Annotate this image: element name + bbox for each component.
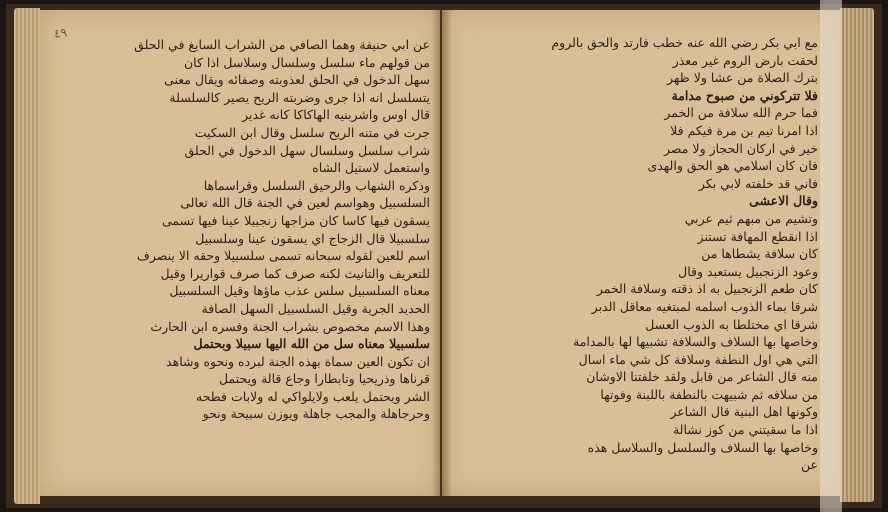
manuscript-line: السلسبيل وهواسم لعين في الجنة قال الله تعالى — [180, 195, 430, 211]
manuscript-line: معناه السلسبيل سلس عذب ماؤها وقيل السلسبيل — [169, 283, 430, 299]
manuscript-line: لحقت بارض الروم غير معذر — [672, 52, 818, 68]
manuscript-line: مع ابي بكر رضي الله عنه خطب فارتد والحق بالروم — [551, 35, 818, 50]
manuscript-line: بترك الصلاة من عشا ولا ظهر — [667, 70, 818, 86]
manuscript-line: من قولهم ماء سلسل وسلسال وسلاسل اذا كان — [183, 54, 430, 70]
folio-number: ٤٩ — [53, 25, 68, 41]
manuscript-line: يسقون فيها كاسا كان مزاجها زنجبيلا عينا فيها تسمى — [161, 212, 430, 228]
manuscript-line: وهذا الاسم مخصوص بشراب الجنة وفسره ابن الحارث — [150, 318, 430, 334]
page-light-band — [820, 0, 842, 512]
manuscript-line: سلسبيلا قال الزجاج اي يسقون عينا وسلسبيل — [195, 230, 430, 246]
manuscript-line: اذا امرنا تيم بن مرة فيكم فلا — [670, 122, 818, 138]
manuscript-line: فان كان اسلامي هو الحق والهدى — [647, 158, 818, 174]
manuscript-line: عن — [801, 457, 818, 473]
left-page-text — [82, 36, 430, 423]
manuscript-line: الحديد الجرية وقيل السلسبيل السهل الصافة — [201, 300, 430, 316]
manuscript-line: فلا تتركوني من صبوح مدامة — [671, 87, 818, 103]
manuscript-line: فما حرم الله سلافة من الخمر — [664, 105, 818, 121]
manuscript-line: سلسبيلا معناه سل من الله اليها سبيلا وبحتمل — [193, 336, 430, 352]
manuscript-line: اذا انقطع المهافة تستنز — [697, 228, 818, 244]
manuscript-line: كان سلافة يشطاها من — [701, 246, 818, 262]
manuscript-line: وتشيم من مبهم ثيم عربي — [684, 210, 818, 226]
manuscript-line: كان طعم الزنجبيل به اذ ذقته وسلافة الخمر — [596, 281, 818, 297]
manuscript-line: وخاصها بها السلاف والسلافة تشبيها لها بالمدامة — [573, 334, 818, 350]
right-page-edges — [840, 8, 874, 502]
book-gutter — [432, 10, 452, 496]
manuscript-line: قال اوس واشربنيه الهاكاكا كانه غدير — [242, 107, 430, 123]
left-page-edges — [14, 8, 40, 504]
manuscript-line: وحرجاهلة والمجب جاهلة ويوزن سبيحة ونحو — [202, 406, 430, 422]
manuscript-line: التي هي اول النطفة وسلافة كل شي ماء اسال — [578, 351, 818, 367]
manuscript-line: جرت في متنه الريح سلسل وقال ابن السكيت — [194, 124, 430, 140]
manuscript-line: خير في اركان الحجاز ولا مصر — [664, 140, 818, 156]
manuscript-line: وقال الاعشى — [749, 193, 818, 209]
manuscript-line: وكونها اهل البنية قال الشاعر — [670, 404, 818, 420]
manuscript-line: فاني قد خلفته لابي بكر — [698, 175, 818, 191]
manuscript-line: قرناها وذريحيا وتابطارا وجاع قالة ويحتمل — [219, 371, 430, 387]
manuscript-line: وعود الزنجبيل يستعبد وقال — [678, 263, 818, 279]
manuscript-line: الشر ويحتمل يلعب ولايلواكي له ولابات فطحه — [196, 388, 430, 404]
manuscript-line: عن ابي حنيفة وهما الصافي من الشراب السايغ في الحلق — [134, 37, 430, 52]
manuscript-line: اسم للعين لقوله سبحانه تسمى سلسبيلا وحقه الا ينصرف — [136, 248, 430, 264]
manuscript-line: من سلافه ثم شبيهت بالنطفة باللبنة وفوتها — [600, 386, 818, 402]
manuscript-line: واستعمل لاستيل الشاه — [312, 160, 430, 176]
manuscript-line: للتعريف والتانيث لكنه صرف كما صرف قواريرا وقيل — [160, 265, 430, 281]
manuscript-line: شراب سلسل وسلسال سهل الدخول في الحلق — [184, 142, 430, 158]
manuscript-line: ان تكون العين سماة بهذه الجنة لبرده ونحوه وشاهد — [166, 353, 430, 369]
manuscript-line: شرقا بماء الذوب اسلمه لمبتغيه معاقل الدبر — [591, 298, 818, 314]
manuscript-line: شرقا اي مختلطا به الذوب العسل — [645, 316, 818, 332]
manuscript-line: منه قال الشاعر من قابل ولقد خلفتنا الاوشان — [586, 369, 818, 385]
manuscript-line: وذكره الشهاب والرحيق السلسل وقراسماها — [203, 177, 430, 193]
manuscript-line: وخاصها بها السلاف والسلسل والسلاسل هذه — [587, 439, 818, 455]
manuscript-line: يتسلسل انه اذا جرى وضربته الريح يصير كالسلسلة — [169, 89, 430, 105]
manuscript-line: سهل الدخول في الحلق لعذوبته وصفائه ويقال معنى — [164, 72, 430, 88]
right-page-text — [478, 34, 818, 474]
manuscript-line: اذا ما سقيتني من كوز نشالة — [672, 422, 818, 438]
